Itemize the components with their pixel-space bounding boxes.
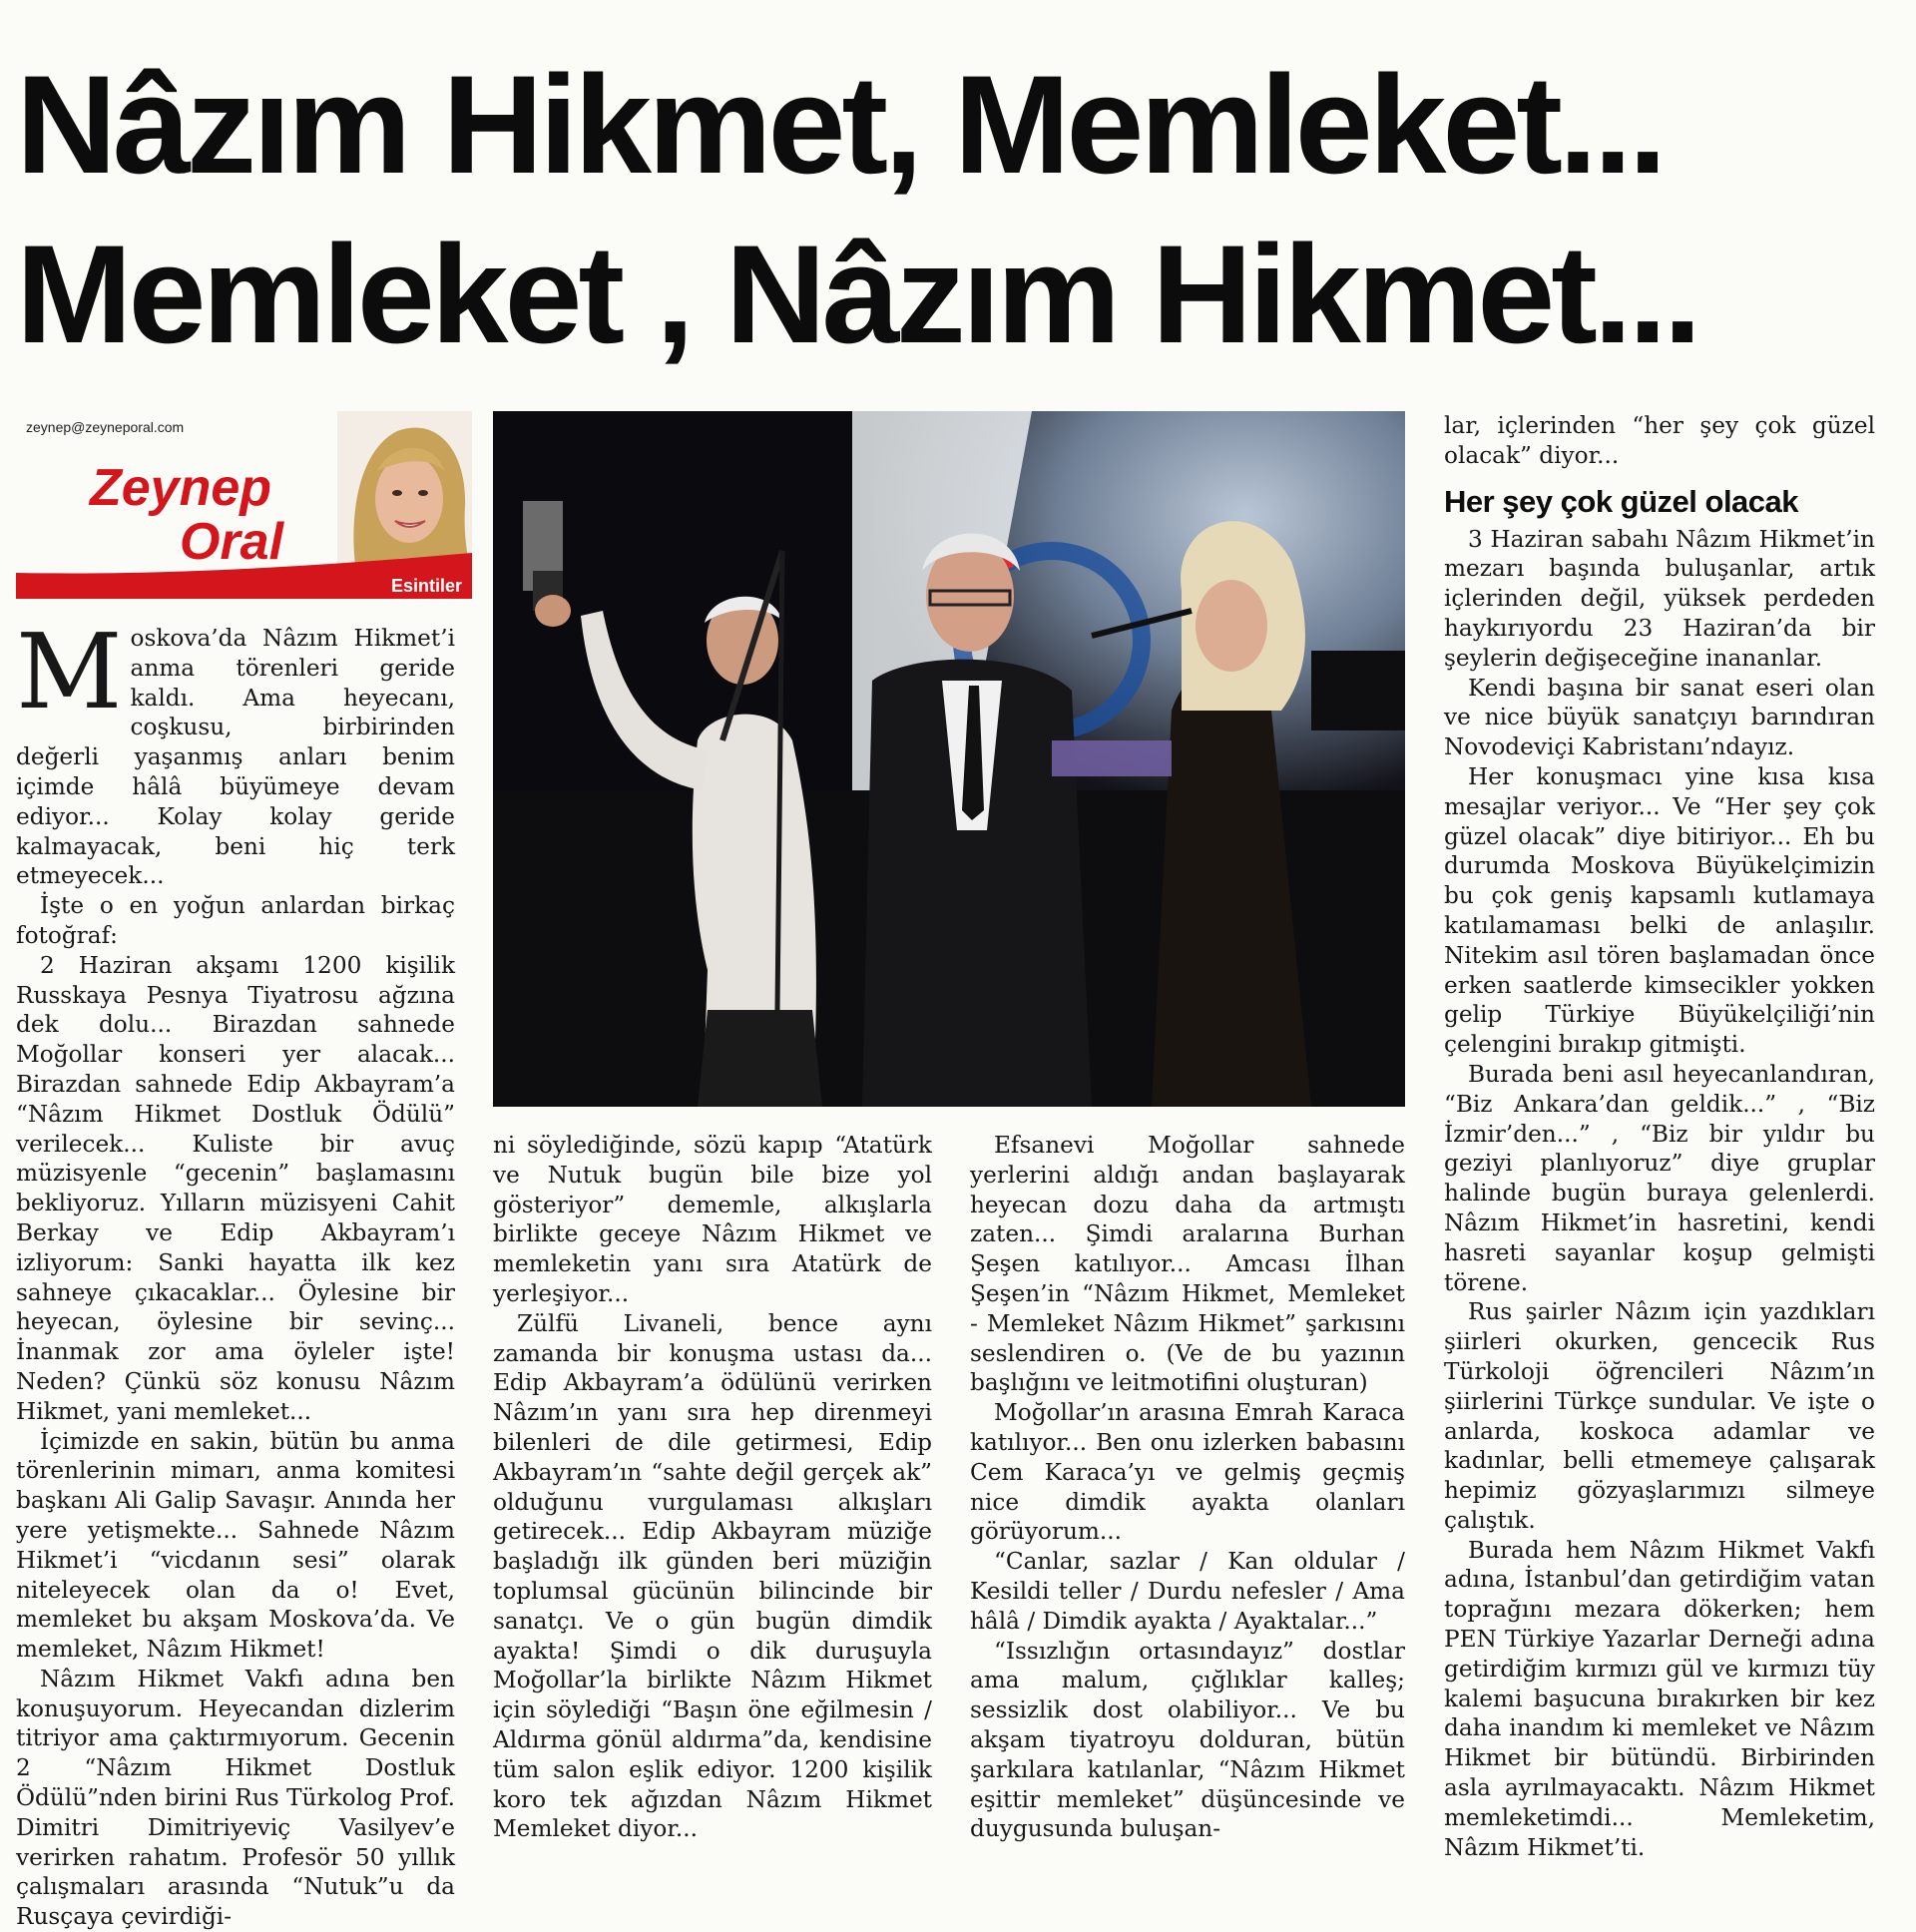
article-paragraph: Efsanevi Moğollar sahnede yerlerini aldığı andan başlayarak heyecan dozu daha da artmıştı zaten... Şimdi aralarına Burhan Şeşen katılıyor... Amcası İlhan Şeşen’in “Nâzım Hikmet, Memleket - Memleket Nâzım Hikmet” şarkısını seslendiren o. (Ve de bu yazının başlığını ve leitmotifini oluşturan) bbox=[970, 1132, 1405, 1397]
article-paragraph: “Issızlığın ortasındayız” dostlar ama malum, çığlıklar kalleş; sessizlik dost olabiliyor... Ve bu akşam tiyatroyu dolduran, bütün şarkılara katılanlar, “Nâzım Hikmet eşittir memleket” düşüncesinde ve duygusunda buluşan- bbox=[970, 1637, 1405, 1843]
headline-line-1: Nâzım Hikmet, Memleket... bbox=[16, 46, 1664, 203]
article-paragraph: 2 Haziran akşamı 1200 kişilik Russkaya Pesnya Tiyatrosu ağzına dek dolu... Birazdan sahnede Moğollar konseri yer alacak... Birazdan sahnede Edip Akbayram’a “Nâzım Hikmet Dostluk Ödülü” verilecek... Kuliste bir avuç müzisyenle “gecenin” başlamasını bekliyoruz. Yılların müzisyeni Cahit Berkay ve Edip Akbayram’ı izliyorum: Sanki hayatta ilk kez sahneye çıkacaklar... Öylesine bir heyecan, öylesine bir sevinç... İnanmak zor ama öyleler işte! Neden? Çünkü söz konusu Nâzım Hikmet, yani memleket... bbox=[16, 951, 455, 1425]
author-last-name: Oral bbox=[180, 513, 284, 571]
article-paragraph: Nâzım Hikmet Vakfı adına ben konuşuyorum. Heyecandan dizlerim titriyor ama çaktırmıyorum. Gecenin 2 “Nâzım Hikmet Dostluk Ödülü”nden birini Rus Türkolog Prof. Dimitri Dimitriyeviç Vasilyev’e verirken rahatım. Profesör 50 yıllık çalışmaları arasında “Nutuk”u da Rusçaya çevirdiği- bbox=[16, 1665, 455, 1931]
article-paragraph: Rus şairler Nâzım için yazdıkları şiirleri okurken, gencecik Rus Türkoloji öğrencileri Nâzım’ın şiirlerini Türkçe sundular. Ve işte o anlarda, koskoca adamlar ve kadınlar, belli etmemeye çalışarak hepimiz gözyaşlarımızı silmeye çalıştık. bbox=[1444, 1298, 1875, 1534]
article-column-2 bbox=[493, 1131, 932, 1844]
article-photo bbox=[493, 411, 1405, 1107]
article-paragraph: Kendi başına bir sanat eseri olan ve nice büyük sanatçıyı barındıran Novodeviçi Kabristanı’ndayız. bbox=[1444, 674, 1875, 761]
article-paragraph: İşte o en yoğun anlardan birkaç fotoğraf: bbox=[16, 892, 455, 949]
article-paragraph bbox=[16, 611, 455, 891]
article-paragraph: İçimizde en sakin, bütün bu anma törenlerinin mimarı, anma komitesi başkanı Ali Galip Savaşır. Anında her yere yetişmekte... Sahnede Nâzım Hikmet’i “vicdanın sesi” olarak niteleyecek olan da o! Evet, memleket bu akşam Moskova’da. Ve memleket, Nâzım Hikmet! bbox=[16, 1427, 455, 1664]
article-paragraph: Zülfü Livaneli, bence aynı zamanda bir konuşma ustası da... Edip Akbayram’a ödülünü verirken Nâzım’ın yanı sıra hep direnmeyi bilenleri de dile getirmesi, Edip Akbayram’ın “sahte değil gerçek ak” olduğunu vurgulaması alkışları getirecek... Edip Akbayram müziğe başladığı ilk günden beri müziğin toplumsal gücünün bilincinde bir sanatçı. Ve o gün bugün dimdik ayakta! Şimdi o dik duruşuyla Moğollar’la birlikte Nâzım Hikmet için söylediği “Başın öne eğilmesin / Aldırma gönül aldırma”da, kendisine tüm salon eşlik ediyor. 1200 kişilik koro tek ağızdan Nâzım Hikmet Memleket diyor... bbox=[493, 1309, 932, 1843]
section-bar-curve bbox=[16, 553, 472, 577]
paragraph-text: oskova’da Nâzım Hikmet’i anma törenleri geride kaldı. Ama heyecanı, coşkusu, birbirinden değerli yaşanmış anları benim içimde hâlâ büyümeye devam ediyor... Kolay kolay geride kalmayacak, beni hiç terk etmeyecek... bbox=[16, 625, 455, 890]
article-column-4 bbox=[1444, 411, 1875, 1862]
column-header bbox=[16, 411, 472, 599]
article-paragraph: Burada hem Nâzım Hikmet Vakfı adına, İstanbul’dan getirdiğim vatan toprağını mezara dökerken; hem PEN Türkiye Yazarlar Derneği adına getirdiğim kırmızı gül ve kırmızı tüy kalemi başucuna bırakırken bir kez daha inandım ki memleket ve Nâzım Hikmet bir bütündü. Birbirinden asla ayrılmayacaktı. Nâzım Hikmet memleketimdi... Memleketim, Nâzım Hikmet’ti. bbox=[1444, 1536, 1875, 1861]
article-paragraph: Moğollar’ın arasına Emrah Karaca katılıyor... Ben onu izlerken babasını Cem Karaca’yı ve gelmiş geçmiş nice dimdik ayakta olanları görüyorum... bbox=[970, 1399, 1405, 1546]
article-paragraph: Her konuşmacı yine kısa kısa mesajlar veriyor... Ve “Her şey çok güzel olacak” diye bitiriyor... Eh bu durumda Moskova Büyükelçimizin bu çok geniş kapsamlı kutlamaya katılamaması belki de anlaşılır. Nitekim asıl tören başlamadan önce erken saatlerde kimsecikler yokken gelip Türkiye Büyükelçiliği’nin çelengini bırakıp gitmişti. bbox=[1444, 762, 1875, 1059]
drop-cap: M bbox=[16, 611, 123, 732]
article-subheading: Her şey çok güzel olacak bbox=[1444, 483, 1799, 519]
headline-line-2: Memleket , Nâzım Hikmet... bbox=[16, 216, 1698, 372]
article-column-1 bbox=[16, 611, 455, 1932]
article-column-3 bbox=[970, 1131, 1405, 1844]
article-paragraph: “Canlar, sazlar / Kan oldular / Kesildi teller / Durdu nefesler / Ama hâlâ / Dimdik ayakta / Ayaktalar...” bbox=[970, 1548, 1405, 1635]
article-paragraph: ni söylediğinde, sözü kapıp “Atatürk ve Nutuk bugün bile bize yol gösteriyor” dememle, alkışlarla birlikte geceye Nâzım Hikmet ve memleketin yanı sıra Atatürk de yerleşiyor... bbox=[493, 1132, 932, 1307]
author-email: zeynep@zeyneporal.com bbox=[26, 419, 185, 435]
section-label: Esintiler bbox=[390, 576, 462, 596]
article-paragraph: 3 Haziran sabahı Nâzım Hikmet’in mezarı başında buluşanlar, artık içlerinden değil, yüksek perdeden haykırıyordu 23 Haziran’da bir şeylerin değişeceğine inananlar. bbox=[1444, 525, 1875, 672]
article-paragraph: Burada beni asıl heyecanlandıran, “Biz Ankara’dan geldik...” , “Biz İzmir’den...” , “Biz bir yıldır bu geziyi planlıyoruz” diye gruplar halinde bugün buraya gelenlerdi. Nâzım Hikmet’in hasretini, kendi hasreti sayanlar koşup gelmişti törene. bbox=[1444, 1060, 1875, 1296]
author-first-name: Zeynep bbox=[90, 459, 272, 517]
article-paragraph: lar, içlerinden “her şey çok güzel olacak” diyor... bbox=[1444, 412, 1875, 469]
